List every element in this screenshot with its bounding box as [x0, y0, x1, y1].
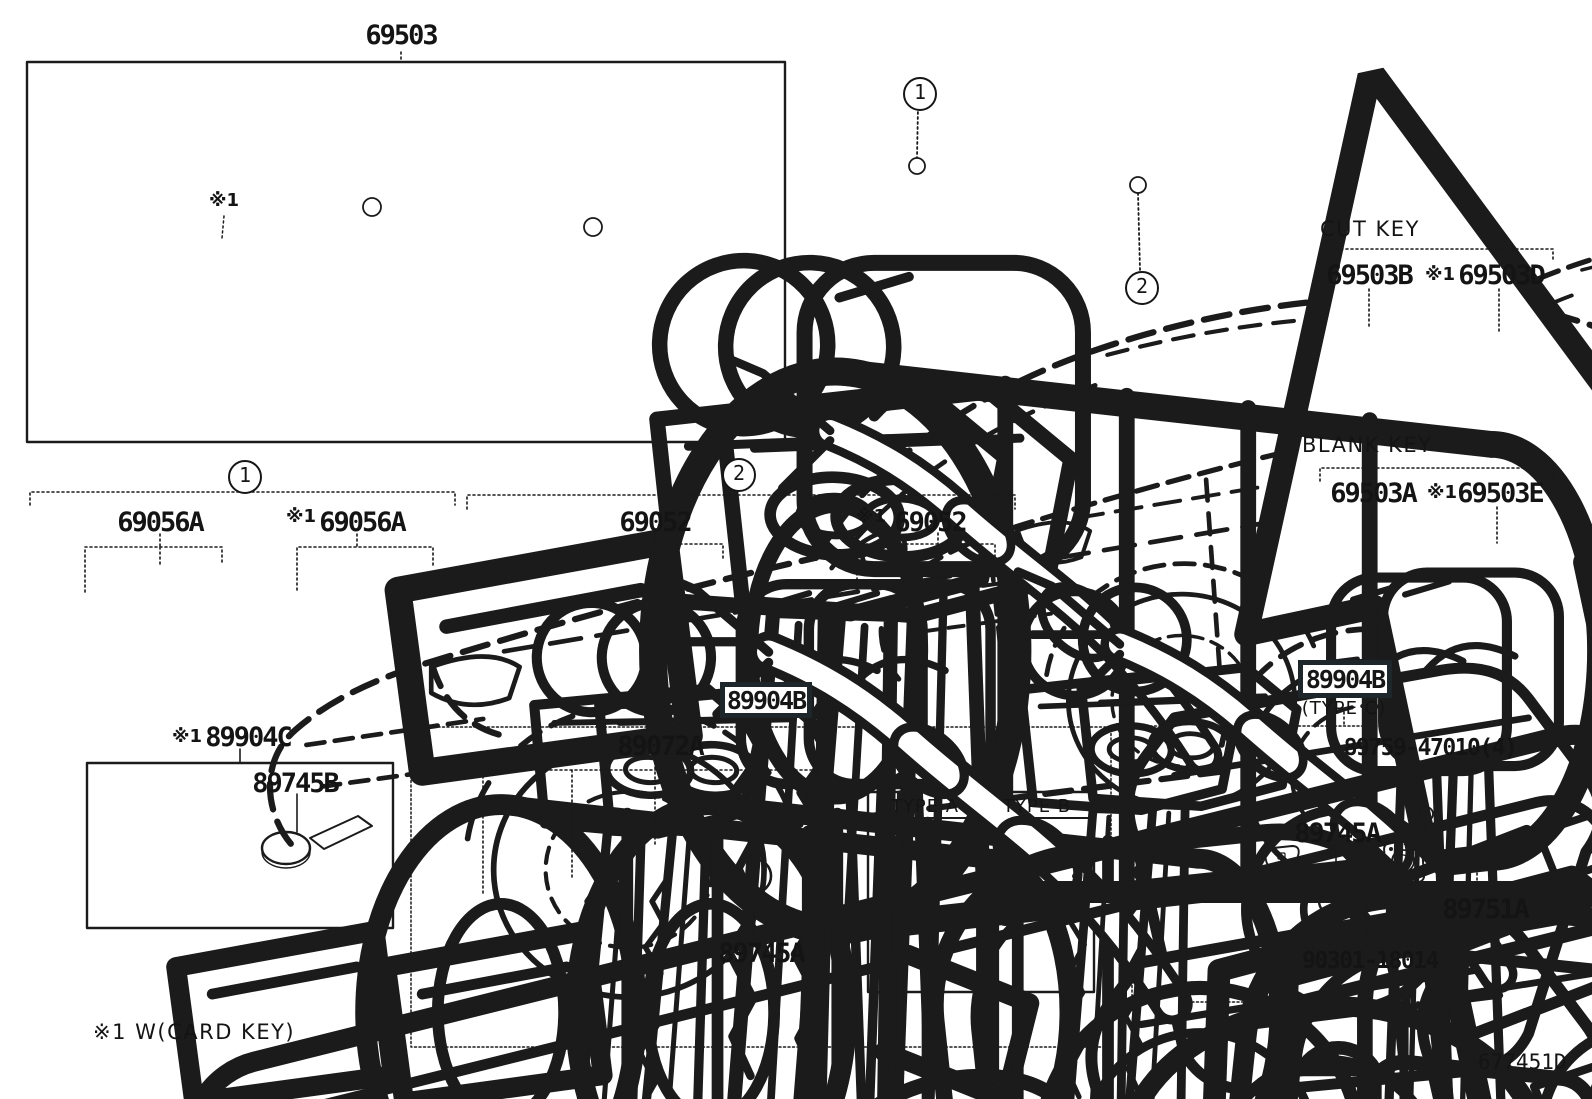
- footnote-mark: ※1: [208, 190, 240, 211]
- part-number-69052-sub[interactable]: 69052: [894, 507, 966, 538]
- part-number-89904B[interactable]: 89904B: [720, 682, 812, 718]
- type-a-header: TYPE A: [890, 796, 960, 817]
- footnote-card-key: ※1 W(CARD KEY): [93, 1020, 296, 1044]
- part-number-69503B[interactable]: 69503B: [1326, 260, 1412, 291]
- callout-2[interactable]: 2: [1125, 271, 1159, 305]
- figure-number: 677451D: [1478, 1050, 1567, 1074]
- callout-markers: [363, 107, 1146, 270]
- part-number-89751A[interactable]: 89751A: [1442, 894, 1528, 925]
- part-number-69052[interactable]: 69052: [619, 507, 691, 538]
- footnote-mark: ※1: [1426, 482, 1458, 503]
- type-c-variant-label: (TYPE C): [1301, 698, 1387, 719]
- footnote-mark: ※1: [1424, 264, 1456, 285]
- callout-1-group[interactable]: 1: [228, 460, 262, 494]
- part-number-89904B-type-c[interactable]: 89904B: [1298, 660, 1392, 698]
- card-kit-box: [87, 763, 393, 928]
- part-number-89759[interactable]: 89759-47010(4): [1343, 735, 1517, 761]
- part-number-69503D[interactable]: 69503D: [1458, 260, 1544, 291]
- part-number-89904C[interactable]: 89904C: [205, 722, 291, 753]
- part-number-89745A[interactable]: 89745A: [718, 938, 804, 969]
- part-number-89072A[interactable]: 89072A: [617, 731, 703, 762]
- label-sheet-illustration: [310, 816, 372, 849]
- part-number-89745A-c[interactable]: 89745A: [1294, 818, 1380, 849]
- part-number-69056A-sub[interactable]: 69056A: [319, 507, 405, 538]
- footnote-mark: ※1: [855, 506, 887, 527]
- part-number-69503E[interactable]: 69503E: [1457, 478, 1543, 509]
- part-number-90301[interactable]: 90301-18014: [1302, 948, 1438, 974]
- callout-1[interactable]: 1: [903, 77, 937, 111]
- blank-key-title: BLANK KEY: [1302, 433, 1433, 457]
- footnote-mark: ※1: [171, 726, 203, 747]
- part-number-main[interactable]: 69503: [365, 20, 437, 51]
- callout-2-group[interactable]: 2: [722, 458, 756, 492]
- footnote-mark: ※1: [285, 506, 317, 527]
- part-number-89745B[interactable]: 89745B: [252, 768, 338, 799]
- part-number-69503A[interactable]: 69503A: [1330, 478, 1416, 509]
- type-b-header: TYPE B: [1002, 796, 1072, 817]
- part-number-69056A[interactable]: 69056A: [117, 507, 203, 538]
- cut-key-title: CUT KEY: [1320, 217, 1420, 241]
